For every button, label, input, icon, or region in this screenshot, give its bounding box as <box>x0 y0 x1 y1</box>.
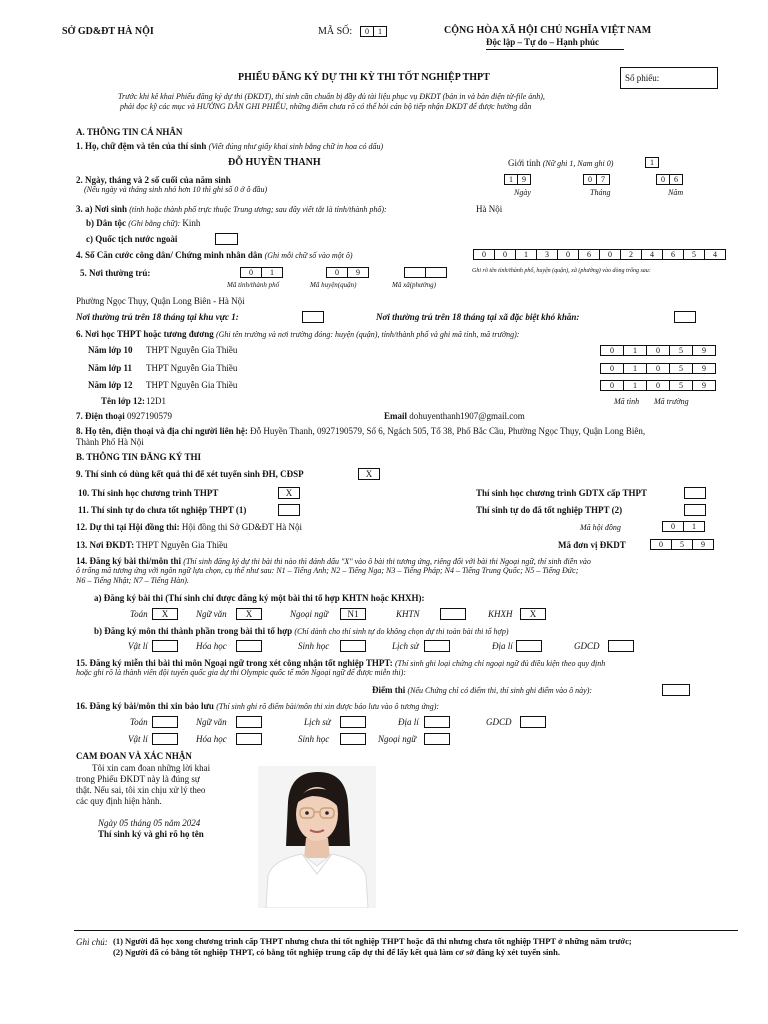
contact-line-1: Đỗ Huyền Thanh, 0927190579, Số 6, Ngách 505, Tổ 38, Phố Bắc Cầu, Phường Ngọc Thụy, Quận Long Biên, <box>250 426 646 436</box>
motto: Độc lập – Tự do – Hạnh phúc <box>486 37 600 47</box>
grade-code-cells[interactable] <box>600 345 715 356</box>
digit-cell: 0 <box>646 345 670 356</box>
ethnicity-value: Kinh <box>182 218 201 228</box>
sinhhoc-reserve-box[interactable] <box>340 733 366 745</box>
notes-label: Ghi chú: <box>76 937 108 947</box>
unit-code-cells[interactable] <box>650 539 713 550</box>
q14a-hint: (Thí sinh chỉ được đăng ký một bài thi tổ hợp KHTN hoặc KHXH): <box>165 593 425 603</box>
code-province-label: Mã tỉnh <box>614 397 640 406</box>
digit-cell: 0 <box>326 267 348 278</box>
province-code-label: Mã tỉnh/thành phố <box>227 281 280 289</box>
hoahoc-label: Hóa học <box>196 641 227 651</box>
q4-hint: (Ghi mỗi chữ số vào một ô) <box>264 251 353 260</box>
digit-cell: 9 <box>692 363 716 374</box>
q12-label: 12. Dự thi tại Hội đồng thi: <box>76 522 180 532</box>
digit-cell: 1 <box>623 363 647 374</box>
q9-label: 9. Thí sinh có dùng kết quả thi để xét tuyển sinh ĐH, CĐSP <box>76 469 304 479</box>
q15-row <box>76 658 605 668</box>
digit-cell: 0 <box>600 363 624 374</box>
digit-cell: 0 <box>557 249 579 260</box>
q14a-row <box>94 593 424 603</box>
digit-cell: 0 <box>646 380 670 391</box>
footer-divider <box>74 930 738 931</box>
form-title: PHIẾU ĐĂNG KÝ DỰ THI KỲ THI TỐT NGHIỆP THPT <box>238 72 490 83</box>
q16-hint: (Thí sinh ghi rõ điểm bài/môn thi xin được bảo lưu vào ô tương ứng): <box>216 702 440 711</box>
ngoaingu-reserve-box[interactable] <box>424 733 450 745</box>
class-label: Tên lớp 12: <box>101 396 145 406</box>
digit-cell: 0 <box>360 26 374 37</box>
ward-code-cells[interactable] <box>404 267 446 278</box>
score-hint: (Nếu Chứng chỉ có điểm thi, thí sinh ghi điểm vào ô này): <box>407 686 593 695</box>
digit-cell: 0 <box>600 345 624 356</box>
diali-reserve-box[interactable] <box>424 716 450 728</box>
q14b-hint: (Chỉ dành cho thí sinh tự do không chọn dự thi toàn bài thi tổ hợp) <box>294 627 509 636</box>
digit-cell: 0 <box>583 174 597 185</box>
sinhhoc-label: Sinh học <box>298 734 330 744</box>
lichsu-reserve-box[interactable] <box>340 716 366 728</box>
q2-hint: (Nếu ngày và tháng sinh nhỏ hơn 10 thì ghi số 0 ở ô đầu) <box>84 185 268 194</box>
q16-row <box>76 701 439 711</box>
digit-cell: 1 <box>504 174 518 185</box>
q1-hint: (Viết đúng như giấy khai sinh bằng chữ in hoa có dấu) <box>208 142 384 151</box>
toan-reserve-box[interactable] <box>152 716 178 728</box>
dob-year-cells[interactable] <box>656 174 682 185</box>
van-reserve-box[interactable] <box>236 716 262 728</box>
q11-checkbox[interactable] <box>278 504 300 516</box>
q12-row <box>76 522 302 532</box>
portrait-illustration <box>258 766 376 908</box>
q14a-label: a) Đăng ký bài thi <box>94 593 164 603</box>
digit-cell: 7 <box>596 174 610 185</box>
score-box[interactable] <box>662 684 690 696</box>
sinhhoc-checkbox[interactable] <box>340 640 366 652</box>
grade-code-cells[interactable] <box>600 363 715 374</box>
day-label: Ngày <box>514 188 531 197</box>
lichsu-label: Lịch sử <box>304 717 331 727</box>
class-value: 12D1 <box>146 396 166 406</box>
contact-line-2: Thành Phố Hà Nội <box>76 437 144 447</box>
gdcd-label: GDCD <box>486 717 512 727</box>
digit-cell: 6 <box>662 249 684 260</box>
digit-cell: 5 <box>669 345 693 356</box>
q1-row <box>76 141 383 151</box>
q5-hint: Ghi rõ tên tỉnh/thành phố, huyện (quận), xã (phường) vào dòng trống sau: <box>472 268 651 274</box>
digit-cell: 0 <box>600 380 624 391</box>
q13-label: 13. Nơi ĐKDT: <box>76 540 135 550</box>
q13-value: THPT Nguyễn Gia Thiều <box>136 540 228 550</box>
q10-label: 10. Thí sinh học chương trình THPT <box>78 488 219 498</box>
gender-cell[interactable] <box>645 157 658 168</box>
province-code-cells[interactable] <box>240 267 282 278</box>
digit-cell: 0 <box>646 363 670 374</box>
q6-row <box>76 329 519 339</box>
vatli-label: Vật lí <box>128 734 148 744</box>
note-1: (1) Người đã học xong chương trình cấp THPT nhưng chưa thi tốt nghiệp THPT hoặc đã thi nhưng chưa tốt nghiệp THPT ở những năm trước; <box>113 936 632 946</box>
q12-value: Hội đồng thi Sở GD&ĐT Hà Nội <box>181 522 303 532</box>
gdtx-label: Thí sinh học chương trình GDTX cấp THPT <box>476 488 648 498</box>
email-row <box>384 411 525 421</box>
email-label: Email <box>384 411 408 421</box>
digit-cell: 9 <box>692 380 716 391</box>
grade-school: THPT Nguyễn Gia Thiều <box>146 363 238 373</box>
q3b-label: b) Dân tộc <box>86 218 126 228</box>
dob-day-cells[interactable] <box>504 174 530 185</box>
form-number-label: Số phiếu: <box>625 73 660 83</box>
xa-box[interactable] <box>674 311 696 323</box>
q14-hint-3: N6 – Tiếng Nhật; N7 – Tiếng Hàn). <box>76 576 189 585</box>
gdcd-checkbox[interactable] <box>608 640 634 652</box>
digit-cell: 9 <box>692 345 716 356</box>
diali-checkbox[interactable] <box>516 640 542 652</box>
grade-label: Năm lớp 12 <box>88 380 133 390</box>
q14-label: 14. Đăng ký bài thi/môn thi <box>76 556 182 566</box>
digit-cell: 5 <box>669 380 693 391</box>
digit-cell: 1 <box>373 26 387 37</box>
digit-cell: 1 <box>683 521 705 532</box>
q2-label: 2. Ngày, tháng và 2 số cuối của năm sinh <box>76 175 231 185</box>
digit-cell: 0 <box>240 267 262 278</box>
district-code-label: Mã huyện(quận) <box>310 281 357 289</box>
gender-hint: (Nữ ghi 1, Nam ghi 0) <box>542 159 614 168</box>
q4-label: 4. Số Căn cước công dân/ Chứng minh nhân dân <box>76 250 263 260</box>
digit-cell: 5 <box>683 249 705 260</box>
birthplace: Hà Nội <box>476 204 503 214</box>
q7-row <box>76 411 172 421</box>
xa-label: Nơi thường trú trên 18 tháng tại xã đặc biệt khó khăn: <box>376 312 580 322</box>
unit-code-label: Mã đơn vị ĐKDT <box>558 540 626 550</box>
digit-cell: 6 <box>669 174 683 185</box>
pledge-heading: CAM ĐOAN VÀ XÁC NHẬN <box>76 751 192 761</box>
year-label: Năm <box>668 188 684 197</box>
lichsu-checkbox[interactable] <box>424 640 450 652</box>
grade-label: Năm lớp 10 <box>88 345 133 355</box>
dept-name: SỞ GD&ĐT HÀ NỘI <box>62 26 154 37</box>
q11-label: 11. Thí sinh tự do chưa tốt nghiệp THPT (1) <box>78 505 247 515</box>
q14b-row <box>94 626 509 636</box>
diali-label: Địa lí <box>492 641 513 651</box>
id-cells[interactable] <box>473 249 725 260</box>
council-code-label: Mã hội đồng <box>580 523 621 532</box>
hoahoc-checkbox[interactable] <box>236 640 262 652</box>
gdtx-checkbox[interactable] <box>684 487 706 499</box>
digit-cell: 4 <box>704 249 726 260</box>
ngoaingu-label: Ngoại ngữ <box>378 734 417 744</box>
intro-line-1: Trước khi kê khai Phiếu đăng ký dự thi (ĐKDT), thí sinh cần chuẩn bị đầy đủ tài liệu phục vụ ĐKDT (bản in và bản điện tử-file ảnh), <box>118 92 545 101</box>
email-value: dohuyenthanh1907@gmail.com <box>409 411 525 421</box>
gender-label: Giới tính <box>508 158 541 168</box>
pledge-text: các quy định hiện hành. <box>76 796 162 806</box>
q5-label: 5. Nơi thường trú: <box>80 268 151 278</box>
pledge-text: trong Phiếu ĐKDT này là đúng sự <box>76 774 200 784</box>
ward-code-label: Mã xã(phường) <box>392 281 436 289</box>
khxh-checkbox[interactable]: X <box>520 608 546 620</box>
q14-row <box>76 556 591 566</box>
code-cells <box>360 26 386 37</box>
q3b-row <box>86 218 200 228</box>
digit-cell: 9 <box>692 539 714 550</box>
van-checkbox[interactable]: X <box>236 608 262 620</box>
nationality-box[interactable] <box>215 233 238 245</box>
grade-school: THPT Nguyễn Gia Thiều <box>146 345 238 355</box>
pledge-text: thật. Nếu sai, tôi xin chịu xử lý theo <box>76 785 206 795</box>
q3c-label: c) Quốc tịch nước ngoài <box>86 234 178 244</box>
vatli-reserve-box[interactable] <box>152 733 178 745</box>
digit-cell: 5 <box>671 539 693 550</box>
vatli-label: Vật lí <box>128 641 148 651</box>
score-label: Điểm thi <box>372 685 406 695</box>
digit-cell: 9 <box>347 267 369 278</box>
toan-checkbox[interactable]: X <box>152 608 178 620</box>
digit-cell: 0 <box>473 249 495 260</box>
q15-label: 15. Đăng ký miễn thi bài thi môn Ngoại ngữ trong xét công nhận tốt nghiệp THPT: <box>76 658 393 668</box>
grade-school: THPT Nguyễn Gia Thiều <box>146 380 238 390</box>
digit-cell: 1 <box>623 345 647 356</box>
code-label: MÃ SỐ: <box>318 26 353 37</box>
intro-line-2: phải đọc kỹ các mục và HƯỚNG DẪN GHI PHIẾU, những điểm chưa rõ có thể hỏi cán bộ tiếp nhận ĐKDT để được hướng dẫn <box>120 102 532 111</box>
digit-cell: 0 <box>650 539 672 550</box>
q7-label: 7. Điện thoại <box>76 411 125 421</box>
kv1-box[interactable] <box>302 311 324 323</box>
digit-cell <box>425 267 447 278</box>
month-label: Tháng <box>590 188 611 197</box>
nn-label: Ngoại ngữ <box>290 609 329 619</box>
district-code-cells[interactable] <box>326 267 368 278</box>
digit-cell: 1 <box>623 380 647 391</box>
q3a-label: 3. a) Nơi sinh <box>76 204 127 214</box>
digit-cell: 0 <box>494 249 516 260</box>
toan-label: Toán <box>130 717 148 727</box>
digit-cell: 0 <box>662 521 684 532</box>
address-value: Phường Ngọc Thụy, Quận Long Biên - Hà Nội <box>76 296 245 306</box>
digit-cell: 6 <box>578 249 600 260</box>
grade-label: Năm lớp 11 <box>88 363 132 373</box>
q3a-row <box>76 204 387 214</box>
free2-label: Thí sinh tự do đã tốt nghiệp THPT (2) <box>476 505 623 515</box>
nn-checkbox[interactable]: N1 <box>340 608 366 620</box>
sinhhoc-label: Sinh học <box>298 641 330 651</box>
q15-hint-1: (Thí sinh ghi loại chứng chỉ ngoại ngữ đủ điều kiện theo quy định <box>394 659 606 668</box>
section-b-heading: B. THÔNG TIN ĐĂNG KÝ THI <box>76 452 202 462</box>
digit-cell: 0 <box>599 249 621 260</box>
student-photo <box>258 766 376 908</box>
council-code-cells[interactable] <box>662 521 704 532</box>
motto-underline <box>486 49 624 50</box>
q3b-hint: (Ghi bằng chữ): <box>128 219 181 228</box>
vatli-checkbox[interactable] <box>152 640 178 652</box>
diali-label: Địa lí <box>398 717 419 727</box>
van-label: Ngữ văn <box>196 717 227 727</box>
q6-label: 6. Nơi học THPT hoặc tương đương <box>76 329 214 339</box>
khtn-checkbox[interactable] <box>440 608 466 620</box>
digit-cell: 3 <box>536 249 558 260</box>
q9-checkbox[interactable]: X <box>358 468 380 480</box>
code-school-label: Mã trường <box>654 397 689 406</box>
digit-cell: 1 <box>261 267 283 278</box>
digit-cell: 1 <box>645 157 659 168</box>
hoahoc-label: Hóa học <box>196 734 227 744</box>
q6-hint: (Ghi tên trường và nơi trường đóng: huyện (quận), tỉnh/thành phố và ghi mã tỉnh, mã trường): <box>215 330 520 339</box>
digit-cell: 2 <box>620 249 642 260</box>
score-row <box>372 685 592 695</box>
digit-cell: 0 <box>656 174 670 185</box>
q14b-label: b) Đăng ký môn thi thành phần trong bài thi tổ hợp <box>94 626 293 636</box>
q3a-hint: (tỉnh hoặc thành phố trực thuộc Trung ương; sau đây viết tắt là tỉnh/thành phố): <box>129 205 387 214</box>
grade-code-cells[interactable] <box>600 380 715 391</box>
khxh-label: KHXH <box>488 609 513 619</box>
phone-value: 0927190579 <box>127 411 173 421</box>
q8-label: 8. Họ tên, điện thoại và địa chỉ người liên hệ: <box>76 426 248 436</box>
q8-row <box>76 426 645 436</box>
form-number-box[interactable] <box>620 67 718 89</box>
q1-label: 1. Họ, chữ đệm và tên của thí sinh <box>76 141 207 151</box>
digit-cell: 9 <box>517 174 531 185</box>
free2-checkbox[interactable] <box>684 504 706 516</box>
van-label: Ngữ văn <box>196 609 227 619</box>
q14-hint-1: (Thí sinh đăng ký dự thi bài thi nào thì đánh dấu "X" vào ô bài thi tương ứng, riêng đối với bài thi Ngoại ngữ, thí sinh điền vào <box>183 557 591 566</box>
dob-month-cells[interactable] <box>583 174 609 185</box>
full-name: ĐỖ HUYỀN THANH <box>228 157 321 168</box>
lichsu-label: Lịch sử <box>392 641 419 651</box>
pledge-sign: Thí sinh ký và ghi rõ họ tên <box>98 829 204 839</box>
kv1-label: Nơi thường trú trên 18 tháng tại khu vực 1: <box>76 312 239 322</box>
hoahoc-reserve-box[interactable] <box>236 733 262 745</box>
digit-cell: 1 <box>515 249 537 260</box>
digit-cell: 4 <box>641 249 663 260</box>
gender-row <box>508 158 613 168</box>
q13-row <box>76 540 228 550</box>
digit-cell <box>404 267 426 278</box>
note-2: (2) Người đã có bằng tốt nghiệp THPT, có bằng tốt nghiệp trung cấp dự thi để lấy kết quả làm cơ sở đăng ký xét tuyển sinh. <box>113 947 560 957</box>
q10-checkbox[interactable]: X <box>278 487 300 499</box>
digit-cell: 5 <box>669 363 693 374</box>
gdcd-reserve-box[interactable] <box>520 716 546 728</box>
q16-label: 16. Đăng ký bài/môn thi xin bảo lưu <box>76 701 214 711</box>
q4-row <box>76 250 353 260</box>
toan-label: Toán <box>130 609 148 619</box>
pledge-text: Tôi xin cam đoan những lời khai <box>92 763 211 773</box>
khtn-label: KHTN <box>396 609 420 619</box>
q15-hint-2: hoặc ghi rõ là thành viên đội tuyển quốc gia dự thi Olympic quốc tế môn Ngoại ngữ để được miễn thi): <box>76 668 406 677</box>
q14-hint-2: ô trống mã tương ứng với ngôn ngữ lựa chọn, cụ thể như sau: N1 – Tiếng Anh; N2 – Tiếng Nga; N3 – Tiếng Pháp; N4 – Tiếng Trung Quốc; N5 – Tiếng Đức; <box>76 566 579 575</box>
republic-title: CỘNG HÒA XÃ HỘI CHỦ NGHĨA VIỆT NAM <box>444 25 652 36</box>
gdcd-label: GDCD <box>574 641 600 651</box>
section-a-heading: A. THÔNG TIN CÁ NHÂN <box>76 127 183 137</box>
pledge-date: Ngày 05 tháng 05 năm 2024 <box>98 818 201 828</box>
